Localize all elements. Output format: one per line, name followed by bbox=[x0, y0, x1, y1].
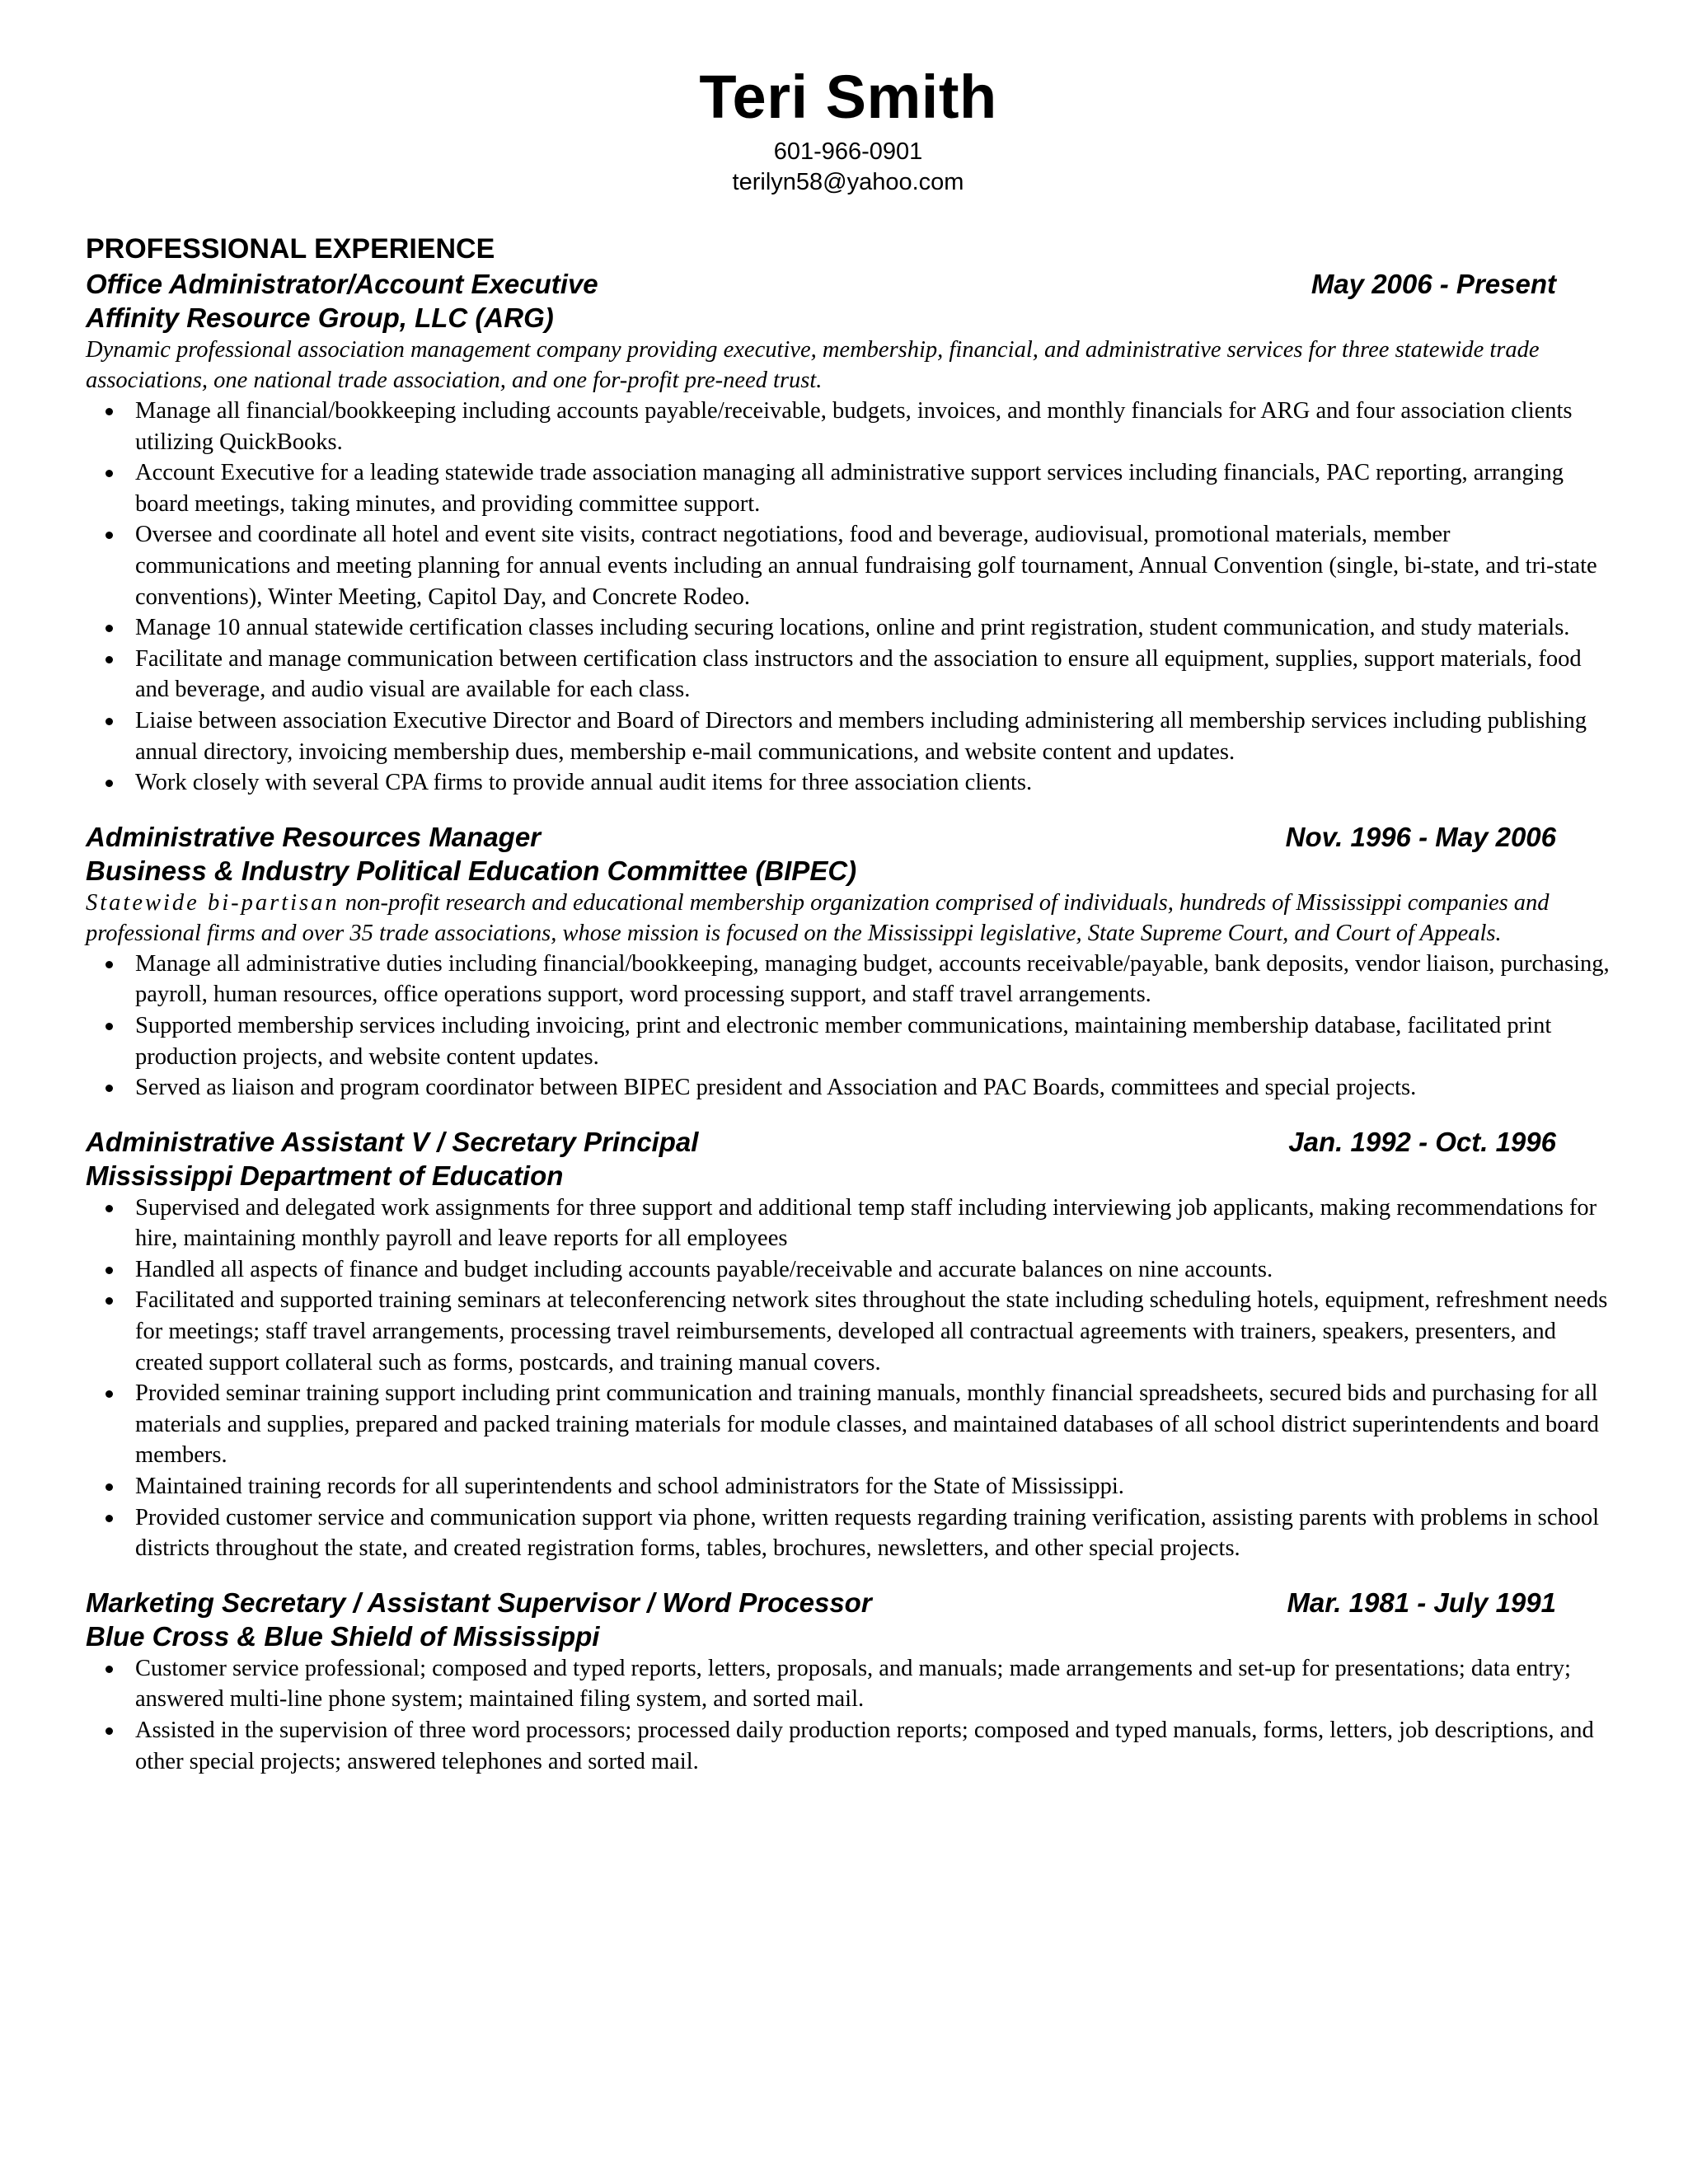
job-title: Administrative Assistant V / Secretary Principal bbox=[86, 1126, 699, 1157]
duty-text: Facilitate and manage communication between certification class instructors and the association to ensure all equipment, supplies, support materials, food and beverage, and audio visual are available for each class. bbox=[135, 645, 1582, 703]
duty-item bbox=[86, 1715, 1611, 1777]
duty-text: Account Executive for a leading statewide trade association managing all administrative support services including financials, PAC reporting, arranging board meetings, taking minutes, and providing committee support. bbox=[135, 460, 1564, 517]
duty-text: Provided seminar training support including print communication and training manuals, monthly financial spreadsheets, secured bids and purchasing for all materials and supplies, prepared and packed training materials for module classes, and maintained databases of all school district superintendents and board members. bbox=[135, 1380, 1599, 1469]
duty-text: Provided customer service and communication support via phone, written requests regarding training verification, assisting parents with problems in school districts throughout the state, and created registration forms, tables, brochures, newsletters, and other special projects. bbox=[135, 1504, 1600, 1562]
company-description-text: non-profit research and educational membership organization comprised of individuals, hundreds of Mississippi companies and professional firms and over 35 trade associations, whose mission is focused on the Mississippi legislative, State Supreme Court, and Court of Appeals. bbox=[86, 889, 1550, 946]
job-heading bbox=[86, 820, 1556, 855]
job-heading bbox=[86, 267, 1556, 302]
candidate-name: Teri Smith bbox=[699, 63, 997, 131]
duty-item bbox=[86, 396, 1611, 457]
duty-item bbox=[86, 1285, 1611, 1378]
duties-list bbox=[86, 949, 1611, 1104]
bullet-icon bbox=[106, 470, 113, 477]
duty-item bbox=[86, 949, 1611, 1010]
duty-item bbox=[86, 1193, 1611, 1254]
company-description bbox=[86, 888, 1602, 949]
company-name: Mississippi Department of Education bbox=[86, 1160, 564, 1191]
email-address: terilyn58@yahoo.com bbox=[732, 169, 964, 195]
job-title: Office Administrator/Account Executive bbox=[86, 269, 598, 299]
resume-page bbox=[86, 58, 1611, 1777]
bullet-icon bbox=[106, 1267, 113, 1274]
duty-item bbox=[86, 457, 1611, 519]
company-description-lead: Statewide bi-partisan bbox=[86, 889, 340, 916]
duty-item bbox=[86, 519, 1611, 612]
bullet-icon bbox=[106, 532, 113, 539]
job-heading bbox=[86, 1586, 1556, 1620]
job-dates: Nov. 1996 - May 2006 bbox=[1285, 821, 1556, 852]
experience-list bbox=[86, 267, 1611, 1777]
bullet-icon bbox=[106, 408, 113, 415]
job-dates: Jan. 1992 - Oct. 1996 bbox=[1288, 1126, 1556, 1157]
company-name: Business & Industry Political Education Committee (BIPEC) bbox=[86, 855, 857, 886]
company-name: Blue Cross & Blue Shield of Mississippi bbox=[86, 1620, 600, 1652]
duty-item bbox=[86, 1378, 1611, 1471]
job-entry bbox=[86, 820, 1611, 1104]
duty-text: Supported membership services including invoicing, print and electronic member communications, maintaining membership database, facilitated print production projects, and website content updates. bbox=[135, 1012, 1552, 1070]
duty-text: Customer service professional; composed and typed reports, letters, proposals, and manuals; made arrangements and set-up for presentations; data entry; answered multi-line phone system; maintained filing system, and sorted mail. bbox=[135, 1655, 1571, 1713]
bullet-icon bbox=[106, 1390, 113, 1398]
job-dates: Mar. 1981 - July 1991 bbox=[1287, 1586, 1556, 1618]
duty-item bbox=[86, 1072, 1611, 1104]
bullet-icon bbox=[106, 780, 113, 787]
duty-text: Served as liaison and program coordinator between BIPEC president and Association and PAC Boards, committees and special projects. bbox=[135, 1075, 1417, 1101]
bullet-icon bbox=[106, 1515, 113, 1522]
duty-text: Manage all financial/bookkeeping including accounts payable/receivable, budgets, invoices, and monthly financials for ARG and four association clients utilizing QuickBooks. bbox=[135, 398, 1573, 455]
bullet-icon bbox=[106, 718, 113, 725]
bullet-icon bbox=[106, 656, 113, 663]
duty-text: Oversee and coordinate all hotel and event site visits, contract negotiations, food and beverage, audiovisual, promotional materials, member communications and meeting planning for annual events including an annual fundraising golf tournament, Annual Convention (single, bi-state, and tri-state conventions), Winter Meeting, Capitol Day, and Concrete Rodeo. bbox=[135, 522, 1597, 610]
duty-text: Manage all administrative duties including financial/bookkeeping, managing budget, accounts receivable/payable, bank deposits, vendor liaison, purchasing, payroll, human resources, office operations support, word processing support, and staff travel arrangements. bbox=[135, 950, 1610, 1008]
duty-text: Facilitated and supported training seminars at teleconferencing network sites throughout the state including scheduling hotels, equipment, refreshment needs for meetings; staff travel arrangements, processing travel reimbursements, developed all contractual agreements with trainers, speakers, presenters, and created support collateral such as forms, postcards, and training manual covers. bbox=[135, 1287, 1608, 1376]
company-description bbox=[86, 335, 1602, 396]
bullet-icon bbox=[106, 1023, 113, 1030]
duty-text: Supervised and delegated work assignments for three support and additional temp staff including interviewing job applicants, making recommendations for hire, maintaining monthly payroll and leave reports for all employees bbox=[135, 1194, 1597, 1252]
duties-list bbox=[86, 1193, 1611, 1564]
resume-header bbox=[86, 58, 1611, 198]
duty-item bbox=[86, 612, 1611, 644]
company-description-text: Dynamic professional association management company providing executive, membership, financial, and administrative services for three statewide trade associations, one national trade association, and one for-profit pre-need trust. bbox=[86, 337, 1540, 393]
bullet-icon bbox=[106, 961, 113, 968]
job-entry bbox=[86, 1125, 1611, 1564]
job-title: Administrative Resources Manager bbox=[86, 821, 542, 852]
duties-list bbox=[86, 396, 1611, 799]
job-dates: May 2006 - Present bbox=[1311, 269, 1556, 299]
duty-text: Handled all aspects of finance and budget including accounts payable/receivable and accurate balances on nine accounts. bbox=[135, 1256, 1273, 1282]
job-entry bbox=[86, 267, 1611, 799]
duty-item bbox=[86, 1471, 1611, 1502]
section-title: PROFESSIONAL EXPERIENCE bbox=[86, 233, 495, 265]
bullet-icon bbox=[106, 1727, 113, 1735]
duty-item bbox=[86, 1010, 1611, 1072]
bullet-icon bbox=[106, 1666, 113, 1673]
duty-item bbox=[86, 767, 1611, 799]
duty-item bbox=[86, 705, 1611, 767]
bullet-icon bbox=[106, 625, 113, 632]
duty-text: Assisted in the supervision of three word processors; processed daily production reports; composed and typed manuals, forms, letters, job descriptions, and other special projects; answered telephones and sorted mail. bbox=[135, 1718, 1594, 1774]
job-title: Marketing Secretary / Assistant Supervisor / Word Processor bbox=[86, 1586, 872, 1618]
bullet-icon bbox=[106, 1483, 113, 1491]
job-heading bbox=[86, 1125, 1556, 1160]
job-entry bbox=[86, 1586, 1611, 1777]
duty-item bbox=[86, 1502, 1611, 1564]
bullet-icon bbox=[106, 1297, 113, 1305]
company-name: Affinity Resource Group, LLC (ARG) bbox=[86, 302, 554, 333]
bullet-icon bbox=[106, 1085, 113, 1092]
duty-text: Maintained training records for all superintendents and school administrators for the State of Mississippi. bbox=[135, 1474, 1124, 1500]
duty-text: Liaise between association Executive Director and Board of Directors and members including administering all membership services including publishing annual directory, invoicing membership dues, membership e-mail communications, and website content and updates. bbox=[135, 707, 1587, 765]
bullet-icon bbox=[106, 1205, 113, 1212]
duties-list bbox=[86, 1653, 1611, 1777]
duty-text: Manage 10 annual statewide certification classes including securing locations, online and print registration, student communication, and study materials. bbox=[135, 615, 1570, 641]
duty-item bbox=[86, 1254, 1611, 1286]
duty-item bbox=[86, 644, 1611, 705]
duty-item bbox=[86, 1653, 1611, 1715]
duty-text: Work closely with several CPA firms to provide annual audit items for three association clients. bbox=[135, 770, 1033, 796]
phone-number: 601-966-0901 bbox=[773, 138, 923, 165]
